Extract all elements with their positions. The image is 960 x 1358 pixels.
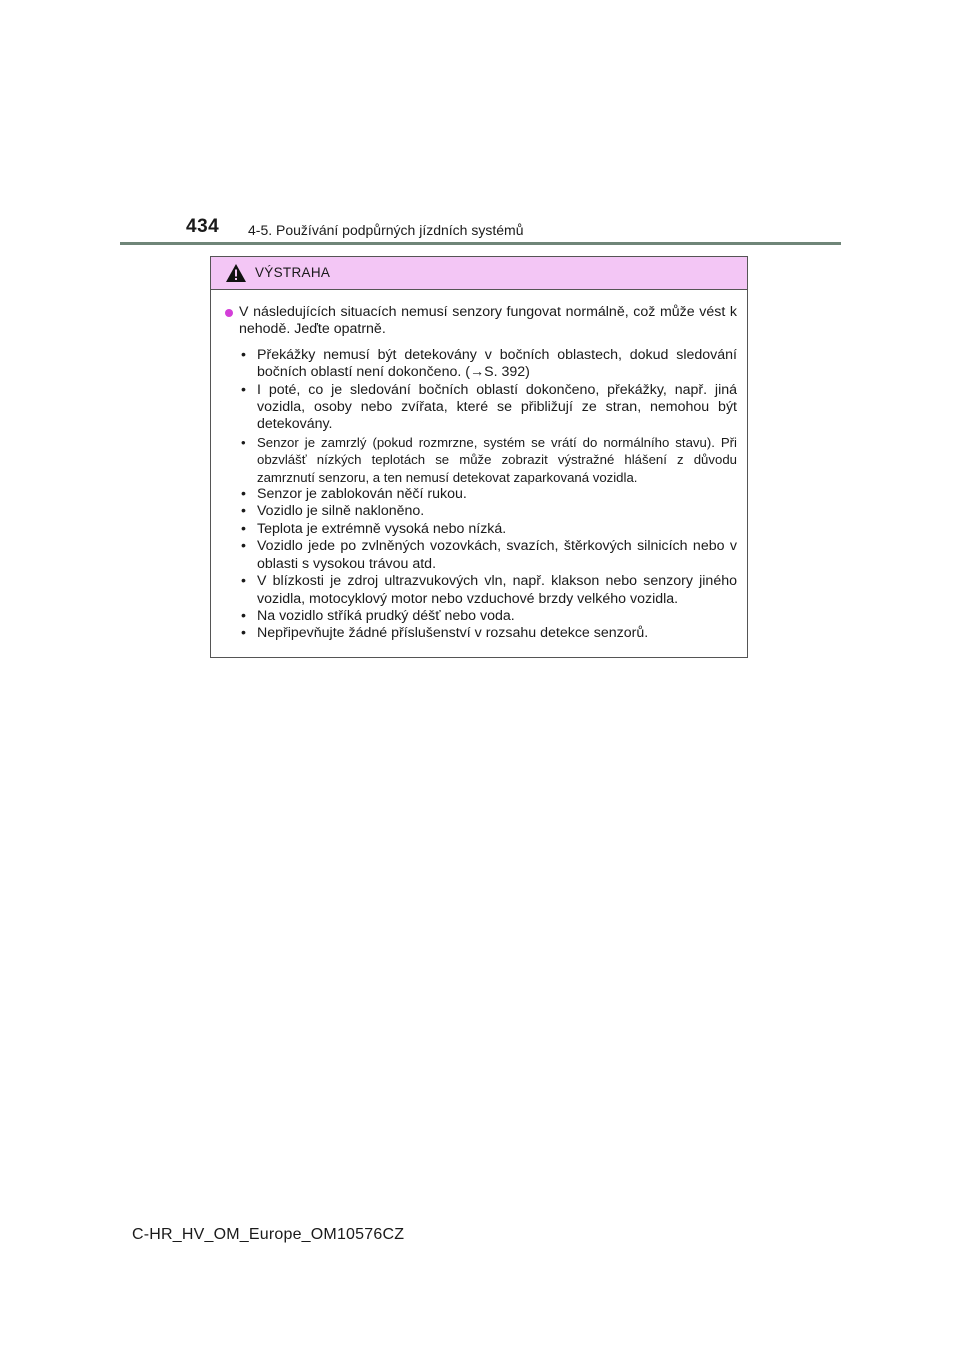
warning-lead	[225, 304, 737, 339]
warning-lead-text: V následujících situacích nemusí senzory fungovat normálně, což může vést k nehodě. Jeďte opatrně.	[239, 304, 737, 338]
list-item: • Nepřipevňujte žádné příslušenství v rozsahu detekce senzorů.	[241, 625, 737, 642]
warning-body	[211, 290, 747, 643]
section-title: 4-5. Používání podpůrných jízdních systémů	[248, 222, 524, 238]
header-rule	[120, 242, 841, 245]
warning-header	[211, 257, 747, 290]
page-number: 434	[186, 216, 220, 237]
warning-label: VÝSTRAHA	[255, 265, 331, 280]
list-item: • Na vozidlo stříká prudký déšť nebo voda.	[241, 608, 737, 625]
list-item: • Vozidlo jede po zvlněných vozovkách, svazích, štěrkových silnicích nebo v oblasti s vysokou trávou atd.	[241, 538, 737, 573]
warning-item-list	[225, 347, 737, 643]
warning-triangle-icon	[225, 263, 247, 283]
list-item: • Senzor je zamrzlý (pokud rozmrzne, systém se vrátí do normálního stavu). Při obzvlášť nízkých teplotách se může zobrazit výstražné hlášení z důvodu zamrznutí senzoru, a ten nemusí detekovat zaparkovaná vozidla.	[241, 434, 737, 486]
list-item: • Vozidlo je silně nakloněno.	[241, 503, 737, 520]
list-item: • I poté, co je sledování bočních oblastí dokončeno, překážky, např. jiná vozidla, osoby nebo zvířata, které se přibližují ze stran, nemohou být detekovány.	[241, 382, 737, 434]
list-item: • V blízkosti je zdroj ultrazvukových vln, např. klakson nebo senzory jiného vozidla, motocyklový motor nebo vzduchové brzdy velkého vozidla.	[241, 573, 737, 608]
list-item: • Teplota je extrémně vysoká nebo nízká.	[241, 521, 737, 538]
warning-box	[210, 256, 748, 658]
page-header	[0, 0, 960, 250]
list-item: • Překážky nemusí být detekovány v bočních oblastech, dokud sledování bočních oblastí není dokončeno. (→S. 392)	[241, 347, 737, 382]
bullet-dot-icon	[225, 309, 233, 317]
list-item: • Senzor je zablokován něčí rukou.	[241, 486, 737, 503]
document-code: C-HR_HV_OM_Europe_OM10576CZ	[132, 1226, 405, 1243]
